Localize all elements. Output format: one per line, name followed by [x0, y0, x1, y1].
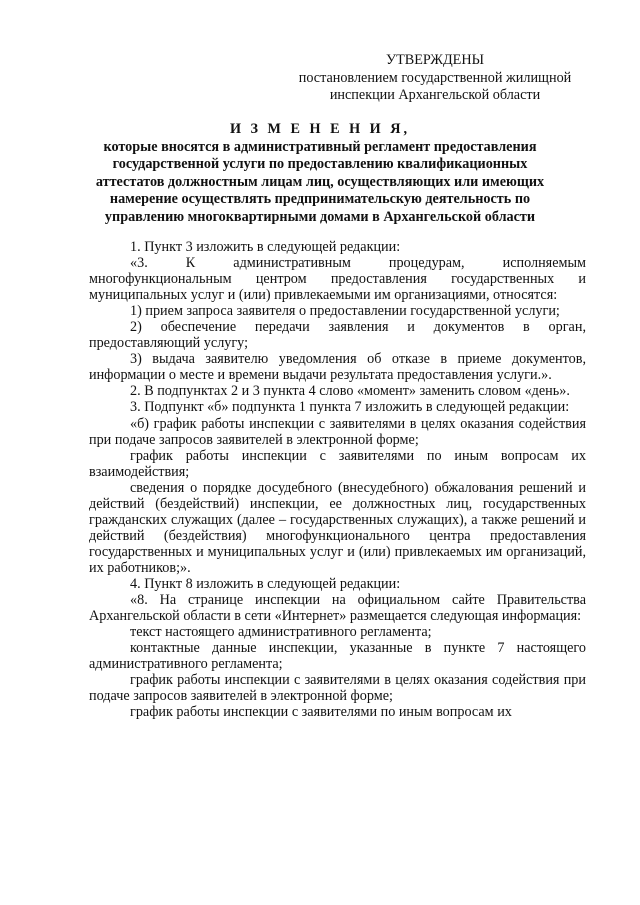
document-title [0, 121, 640, 226]
paragraph-contacts: контактные данные инспекции, указанные в пункте 7 настоящего административного регламента; [89, 640, 586, 673]
document-body [89, 239, 586, 720]
paragraph-item-1: 1. Пункт 3 изложить в следующей редакции: [130, 239, 401, 255]
paragraph-appeal-info: сведения о порядке досудебного (внесудебного) обжалования решений и действий (бездействий) инспекции, ее должностных лиц, государственных гражданских служащих (далее – государственных служащих), а также решений и действий (бездействия) многофункционального центра предоставления государственных и муниципальных услуг и (или) привлекаемых им организаций, их работников;». [89, 479, 586, 576]
paragraph-electronic-schedule: график работы инспекции с заявителями в целях оказания содействия при подаче запросов заявителей в электронной форме; [89, 672, 586, 705]
title-subtitle-line: намерение осуществлять предпринимательскую деятельность по [109, 191, 531, 207]
paragraph-clause-3: «3. К административным процедурам, исполняемым многофункциональным центром предоставления государственных и муниципальных услуг и (или) привлекаемыми им организациями, относятся: [89, 255, 586, 304]
paragraph-item-2: 2. В подпунктах 2 и 3 пункта 4 слово «момент» заменить словом «день». [130, 383, 570, 400]
paragraph-clause-8: «8. На странице инспекции на официальном сайте Правительства Архангельской области в сети «Интернет» размещается следующая информация: [89, 592, 586, 625]
title-subtitle-line: которые вносятся в административный регламент предоставления [103, 138, 537, 155]
paragraph-subitem-1: 1) прием запроса заявителя о предоставлении государственной услуги; [130, 303, 560, 320]
paragraph-subclause-b: «б) график работы инспекции с заявителями в целях оказания содействия при подаче запросов заявителей в электронной форме; [89, 415, 586, 448]
paragraph-subitem-2: 2) обеспечение передачи заявления и документов в орган, предоставляющий услугу; [89, 319, 586, 352]
title-heading: И З М Е Н Е Н И Я, [229, 121, 411, 137]
approval-line-3: инспекции Архангельской области [329, 87, 541, 103]
paragraph-other-schedule: график работы инспекции с заявителями по иным вопросам их [130, 704, 512, 721]
title-subtitle-line: аттестатов должностным лицам лиц, осуществляющих или имеющих [95, 173, 545, 190]
paragraph-item-3: 3. Подпункт «б» подпункта 1 пункта 7 изложить в следующей редакции: [130, 399, 570, 416]
approval-stamp [270, 52, 600, 105]
paragraph-regulation-text: текст настоящего административного регламента; [130, 624, 432, 641]
paragraph-schedule: график работы инспекции с заявителями по иным вопросам их взаимодействия; [89, 447, 586, 480]
title-subtitle-line: государственной услуги по предоставлению квалификационных [112, 156, 528, 172]
approval-line-2: постановлением государственной жилищной [298, 69, 572, 86]
title-subtitle-line: управлению многоквартирными домами в Архангельской области [104, 208, 536, 225]
approval-line-1: УТВЕРЖДЕНЫ [386, 52, 484, 68]
paragraph-subitem-3: 3) выдача заявителю уведомления об отказе в приеме документов, информации о месте и времени выдачи результата предоставления услуги.». [89, 351, 586, 384]
paragraph-item-4: 4. Пункт 8 изложить в следующей редакции: [130, 575, 401, 592]
